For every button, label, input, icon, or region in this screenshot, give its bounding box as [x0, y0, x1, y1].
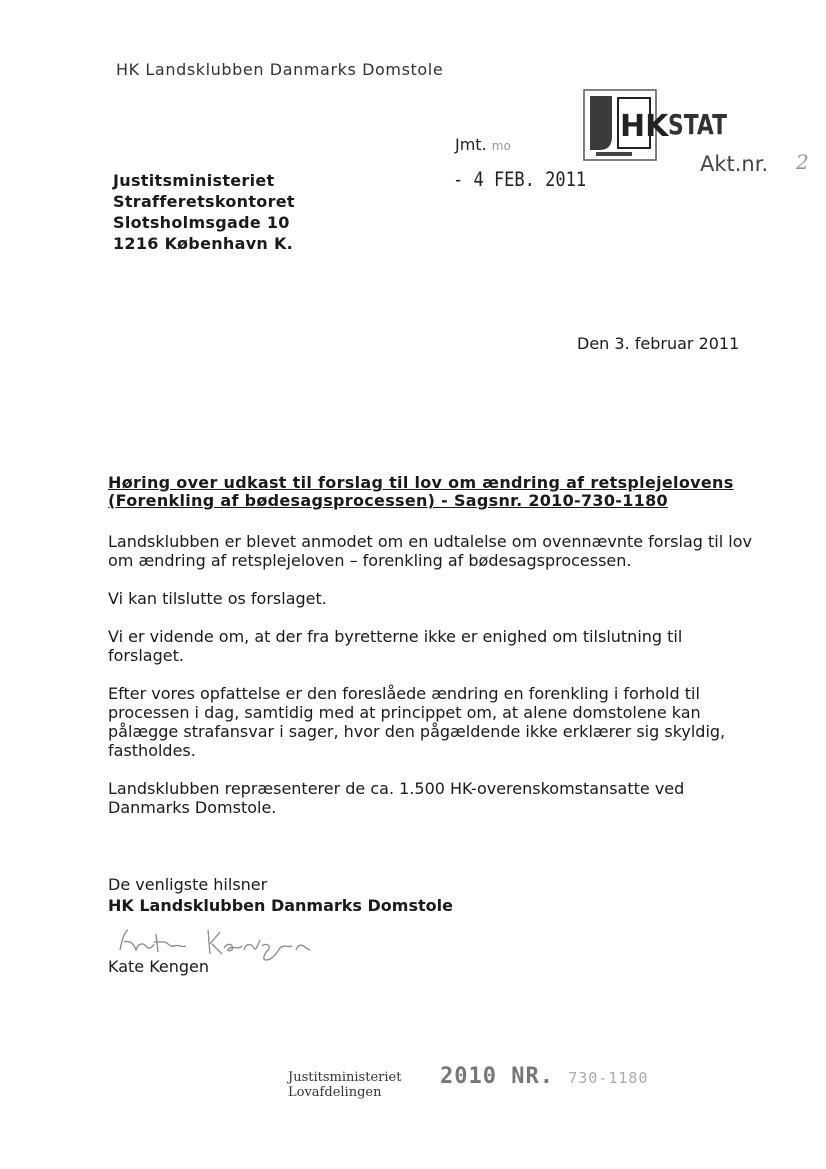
stamp-line: Justitsministeriet: [288, 1070, 402, 1085]
subject-heading: [108, 474, 734, 510]
hk-logo-icon: [582, 88, 669, 162]
jmt-stamp: [455, 135, 511, 154]
body-paragraph: Vi er vidende om, at der fra byretterne ikke er enighed om tilslutning til forslaget.: [108, 627, 683, 665]
case-number-stamp: [440, 1064, 648, 1089]
letter-body: [108, 532, 758, 836]
subject-line: (Forenkling af bødesagsprocessen) - Sagsnr. 2010-730-1180: [108, 491, 668, 510]
sender-organization: HK Landsklubben Danmarks Domstole: [108, 896, 453, 915]
greeting: De venligste hilsner: [108, 875, 268, 894]
body-paragraph: Landsklubben repræsenterer de ca. 1.500 HK-overenskomstansatte ved Danmarks Domstole.: [108, 779, 685, 817]
case-number-bold: 2010 NR.: [440, 1064, 554, 1089]
body-paragraph: Vi kan tilslutte os forslaget.: [108, 589, 327, 608]
recipient-address: [113, 170, 295, 254]
akt-nr-label: Akt.nr.: [700, 152, 769, 176]
jmt-faint-text: mo: [491, 139, 511, 153]
sender-line: HK Landsklubben Danmarks Domstole: [116, 60, 444, 79]
received-date-stamp: - 4 FEB. 2011: [453, 168, 587, 192]
body-paragraph: Efter vores opfattelse er den foreslåede ændring en forenkling i forhold til processen i dag, samtidig med at princippet om, at alene domstolene kan pålægge strafansvar i sager, hvor den pågældende ikke erklærer sig skyldig, fastholdes.: [108, 684, 726, 760]
recipient-line: Strafferetskontoret: [113, 192, 295, 211]
stamp-line: Lovafdelingen: [288, 1085, 382, 1100]
recipient-line: Slotsholmsgade 10: [113, 213, 290, 232]
subject-line: Høring over udkast til forslag til lov om ændring af retsplejelovens: [108, 473, 734, 492]
lovafdeling-stamp: [288, 1070, 401, 1100]
handwritten-signature: [116, 920, 332, 960]
signer-name: Kate Kengen: [108, 957, 210, 976]
stat-label: STAT: [668, 108, 728, 141]
logo-text: HK: [620, 109, 669, 144]
recipient-line: 1216 København K.: [113, 234, 294, 253]
case-number-light: 730-1180: [568, 1069, 649, 1087]
date-line: Den 3. februar 2011: [577, 334, 740, 353]
body-paragraph: Landsklubben er blevet anmodet om en udtalelse om ovennævnte forslag til lov om ændring af retsplejeloven – forenkling af bødesagsprocessen.: [108, 532, 752, 570]
recipient-line: Justitsministeriet: [113, 171, 275, 190]
jmt-label: Jmt.: [455, 135, 487, 154]
akt-nr-number: 2: [796, 150, 809, 174]
closing-block: [108, 874, 453, 916]
